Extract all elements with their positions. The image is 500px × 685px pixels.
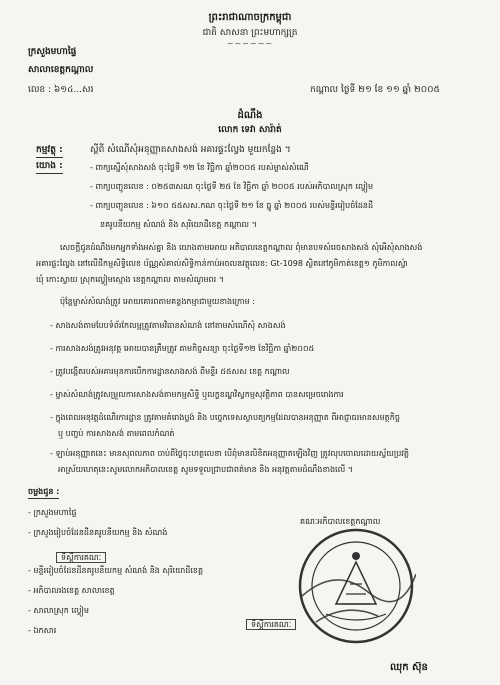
reference-item: - ពាក្យបញ្ជូនលេខ : ៦១០ ៥៥សស.កណ ចុះថ្ងៃទី ២១ ខែ ធ្នូ ឆ្នាំ ២០០៥ របស់មន្ទីររៀបចំដែនដី — [90, 200, 373, 212]
reference-number: លេខ : ៦១៤...សរ — [28, 85, 94, 95]
condition-item: - ក្នុងពេលអនុវត្តដំណើរការដ្ឋាន ត្រូវតាមគំរោងប្លង់ និង បច្ចេកទេសស្ថាបត្យកម្មដែលបានអនុញ្ញាត ពីអាជ្ញាធរមានសមត្ថកិច្ច — [50, 412, 400, 424]
issue-date: កណ្តាល ថ្ងៃទី ២១ ខែ ១១ ឆ្នាំ ២០០៥ — [310, 85, 440, 95]
condition-item-cont: ឬ បញ្ចប់ ការសាងសង់ តាមពេលកំណត់ — [58, 429, 175, 438]
cc-item: - មន្ទីររៀបចំដែនដីនគរូបនីយកម្ម សំណង់ និង សុរិយោដីខេត្ត — [28, 565, 203, 577]
ministry-name: ក្រសួងមហាផ្ទៃ — [28, 47, 77, 57]
cc-boxed-label: ទីស្តីការគណៈ — [56, 545, 106, 564]
reference-tail: នគរូបនីយកម្ម សំណង់ និង សុរិយោដីខេត្ត កណ្តាល ។ — [100, 220, 257, 229]
conditions-intro: ប៉ុន្តែម្ចាស់សំណង់ត្រូវ អោយគោរពតាមគន្លងកម្មាជាមួយខាងក្រោម : — [60, 297, 255, 306]
document-type: ដំណឹង — [237, 110, 263, 121]
office-name: សាលាខេត្តកណ្តាល — [28, 65, 94, 75]
cc-item: - ក្រសួងរៀបចំដែនដីនគរូបនីយកម្ម និង សំណង់ — [28, 527, 167, 539]
conditions-tail: អាស្រ័យហេតុនេះសូមលោកអភិបាលខេត្ត សូមទទួលជ្រាបជាពត៌មាន និង អនុវត្តតាមដំណឹងខាងលើ ។ — [58, 465, 354, 474]
reference-item: - ពាក្យស្នើសុំសាងសង់ ចុះថ្ងៃទី ១២ ខែ វិច្ឆិកា ឆ្នាំ២០០៥ របស់ម្ចាស់សំណើ — [90, 162, 309, 174]
signatory-name: ឈុក ស៊ុន — [390, 662, 428, 673]
cc-label: ចម្លងជូន : — [28, 486, 59, 499]
cc-item: - អភិបាលរងខេត្ត សាលាខេត្ត — [28, 585, 115, 597]
condition-item: - ត្រូវបង្កើតរបស់អគារមុនការបើកការដ្ឋានសាងសង់ ពីមន្ទីរ ៥៥សស ខេត្ត កណ្តាល — [50, 366, 290, 378]
cc-item: - ឯកសារ — [28, 625, 56, 637]
body-line-1: សេចក្តីជូនដំណឹងមកអ្នកទាំងអស់គ្នា និង យោងតាមអោយ អភិបាលខេត្តកណ្តាល ពុំមានបទសំរេចសាងសង់ សុំអើសុំសាងសង់ — [60, 243, 423, 252]
condition-item: - ឡាប់អនុញ្ញាតនេះ មានសុពលភាព ចាប់ពីថ្ងៃចុះហត្ថលេខា បើពុំមានលិខិតអនុញ្ញាតឡើងវិញ ត្រូវលុបចោលដោយស្វ័យប្រវត្តិ — [50, 448, 409, 460]
official-seal-icon — [296, 526, 416, 646]
recipient: លោក ទេវា សារ៉ាត់ — [218, 125, 282, 135]
reference-label: យោង : — [36, 160, 63, 174]
condition-item: - ម្ចាស់សំណង់ត្រូវសម្រួលការសាងសង់តាមកម្មសិទ្ធិ ឬលក្ខខណ្ឌវិស្វកម្មសុវត្ថិភាព បានសម្រេចរោងការ — [50, 389, 344, 401]
signature-boxed-label: ទីស្តីការគណៈ — [246, 612, 296, 631]
reference-item: - ពាក្យបញ្ជូនលេខ : ០២៥៣សណ ចុះថ្ងៃទី ២៥ ខែ វិច្ឆិកា ឆ្នាំ ២០០៥ របស់អភិបាលស្រុក ល្វៀម — [90, 181, 373, 193]
condition-item: - សាងសង់តាមបែបទំព័រកែលម្អត្រូវតាមវិធានសំណង់ នៅតាមសំណើសុំ សាងសង់ — [50, 320, 286, 332]
cc-item: - សាលាស្រុក ល្វៀម — [28, 605, 89, 617]
header-ornament: ~~~~~~ — [226, 39, 274, 48]
subject-label: កម្មវត្ថុ : — [36, 144, 63, 158]
body-line-3: ឃុំ កោះស្វាយ ស្រុកល្វៀមស្មោង ខេត្តកណ្តាល តាមសំណូមពរ ។ — [36, 275, 224, 284]
condition-item: - ការសាងសង់ត្រូវអនុវត្ត អោយបានត្រឹមត្រូវ តាមកិច្ចសន្យា ចុះថ្ងៃទី១២ ខែវិច្ឆិកា ឆ្នាំ២០០៥ — [50, 343, 314, 355]
kingdom-title: ព្រះរាជាណាចក្រកម្ពុជា — [208, 12, 292, 23]
cc-item: - ក្រសួងមហាផ្ទៃ — [28, 507, 76, 519]
national-motto: ជាតិ សាសនា ព្រះមហាក្សត្រ — [202, 28, 298, 38]
body-line-2: អគារផ្ទះល្វែង នៅលើដីកម្មសិទ្ធិលេខ ប័ណ្ណសំគាល់សិទ្ធិកាន់កាប់អចលនវត្ថុលេខ: Gt-1098 ស្ថិតនៅភូមិកាត់ខេត្ត១ ភូមិកាលស្វ៉ា — [36, 259, 408, 268]
seal-caption: គណៈអភិបាលខេត្តកណ្តាល — [300, 517, 381, 526]
subject-text: ស្តីពី សំណើសុំអនុញ្ញាតសាងសង់ អគារផ្ទះល្វែង មួយកន្លែង ។ — [90, 145, 291, 155]
